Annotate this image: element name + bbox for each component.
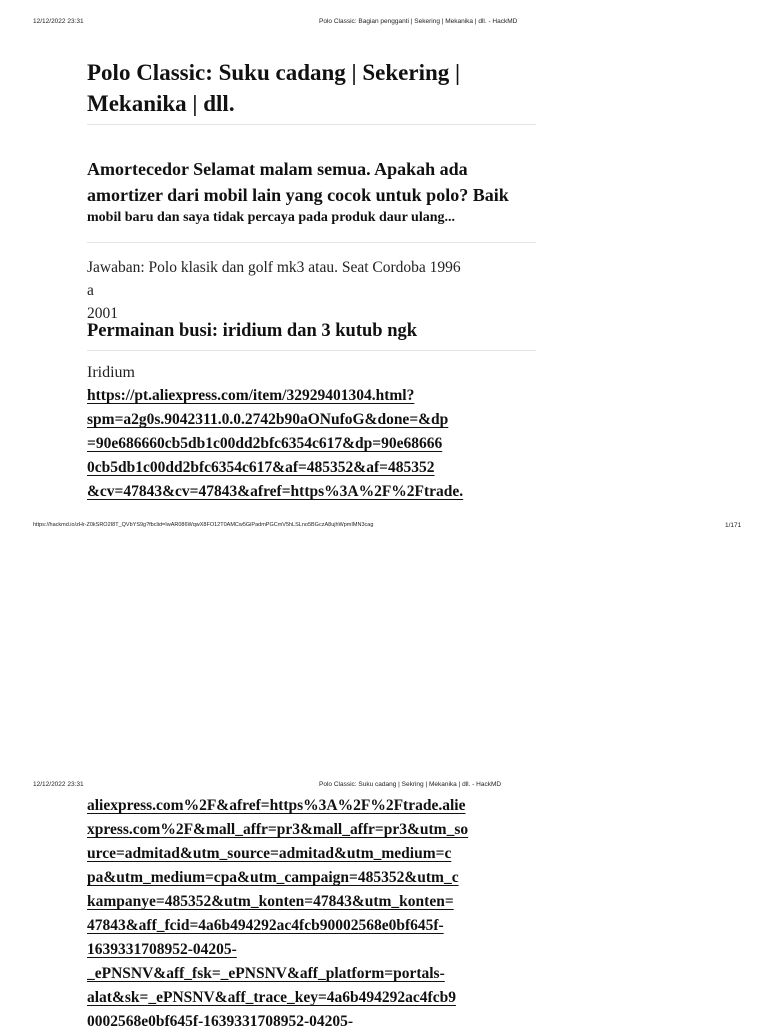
aliexpress-link-part-2[interactable] [87,796,539,1036]
question-heading [87,156,537,228]
link-line[interactable]: xpress.com%2F&mall_affr=pr3&mall_affr=pr3&utm_so [87,821,469,838]
link-line[interactable]: pa&utm_medium=cpa&utm_campaign=485352&utm_c [87,869,459,886]
answer-line-1: Jawaban: Polo klasik dan golf mk3 atau. Seat Cordoba 1996 a [87,259,461,299]
link-line[interactable]: spm=a2g0s.9042311.0.0.2742b90aONufoG&done=&dp [87,411,449,428]
link-line[interactable]: https://pt.aliexpress.com/item/32929401304.html? [87,387,415,404]
page-title-line-2: Mekanika | dll. [87,91,235,116]
link-line[interactable]: _ePNSNV&aff_fsk=_ePNSNV&aff_platform=portals- [87,965,445,982]
link-line[interactable]: urce=admitad&utm_source=admitad&utm_medium=c [87,845,452,862]
question-divider [87,242,536,243]
link-line[interactable]: alat&sk=_ePNSNV&aff_trace_key=4a6b494292ac4fcb9 [87,989,456,1006]
iridium-label: Iridium [87,364,135,381]
page-title-line-1: Polo Classic: Suku cadang | Sekering | [87,60,461,85]
question-line-1: Amortecedor Selamat malam semua. Apakah ada [87,159,468,179]
link-line[interactable]: 1639331708952-04205- [87,941,237,958]
question-line-2: amortizer dari mobil lain yang cocok untuk polo? Baik [87,185,509,205]
answer-line-2: 2001 [87,305,118,322]
link-line[interactable]: =90e686660cb5db1c00dd2bfc6354c617&dp=90e68666 [87,435,443,452]
question-line-3: mobil baru dan saya tidak percaya pada produk daur ulang... [87,210,456,225]
page1-header-title: Polo Classic: Bagian pengganti | Sekering | Mekanika | dll. - HackMD [319,18,518,25]
page1-header-date: 12/12/2022 23:31 [33,18,84,25]
answer-paragraph [87,256,467,325]
link-line[interactable]: kampanye=485352&utm_konten=47843&utm_konten= [87,893,454,910]
title-divider [87,124,536,125]
page2-header-title: Polo Classic: Suku cadang | Sekring | Mekanika | dll. - HackMD [319,781,502,788]
link-line[interactable]: 0cb5db1c00dd2bfc6354c617&af=485352&af=485352 [87,459,435,476]
link-line[interactable]: 0002568e0bf645f-1639331708952-04205- [87,1013,354,1030]
page-title [87,57,537,119]
page2-header-date: 12/12/2022 23:31 [33,781,84,788]
page1-footer-page-number: 1/171 [725,522,742,529]
link-line[interactable]: aliexpress.com%2F&afref=https%3A%2F%2Ftrade.alie [87,797,466,814]
section-heading: Permainan busi: iridium dan 3 kutub ngk [87,321,418,341]
link-line[interactable]: &cv=47843&cv=47843&afref=https%3A%2F%2Ftrade. [87,483,464,500]
aliexpress-link-part-1[interactable] [87,386,539,506]
section-divider [87,350,536,351]
page1-footer-url: https://hackmd.io/zHr-Z0kSRO2I8T_QVbYS9g?fbclid=IwAR086WqwX8FO12T0AMCw5GiPadmPGCmV5hLSLno5BGczA8ujhWpmIMN3cag [33,522,374,528]
link-line[interactable]: 47843&aff_fcid=4a6b494292ac4fcb90002568e0bf645f- [87,917,444,934]
